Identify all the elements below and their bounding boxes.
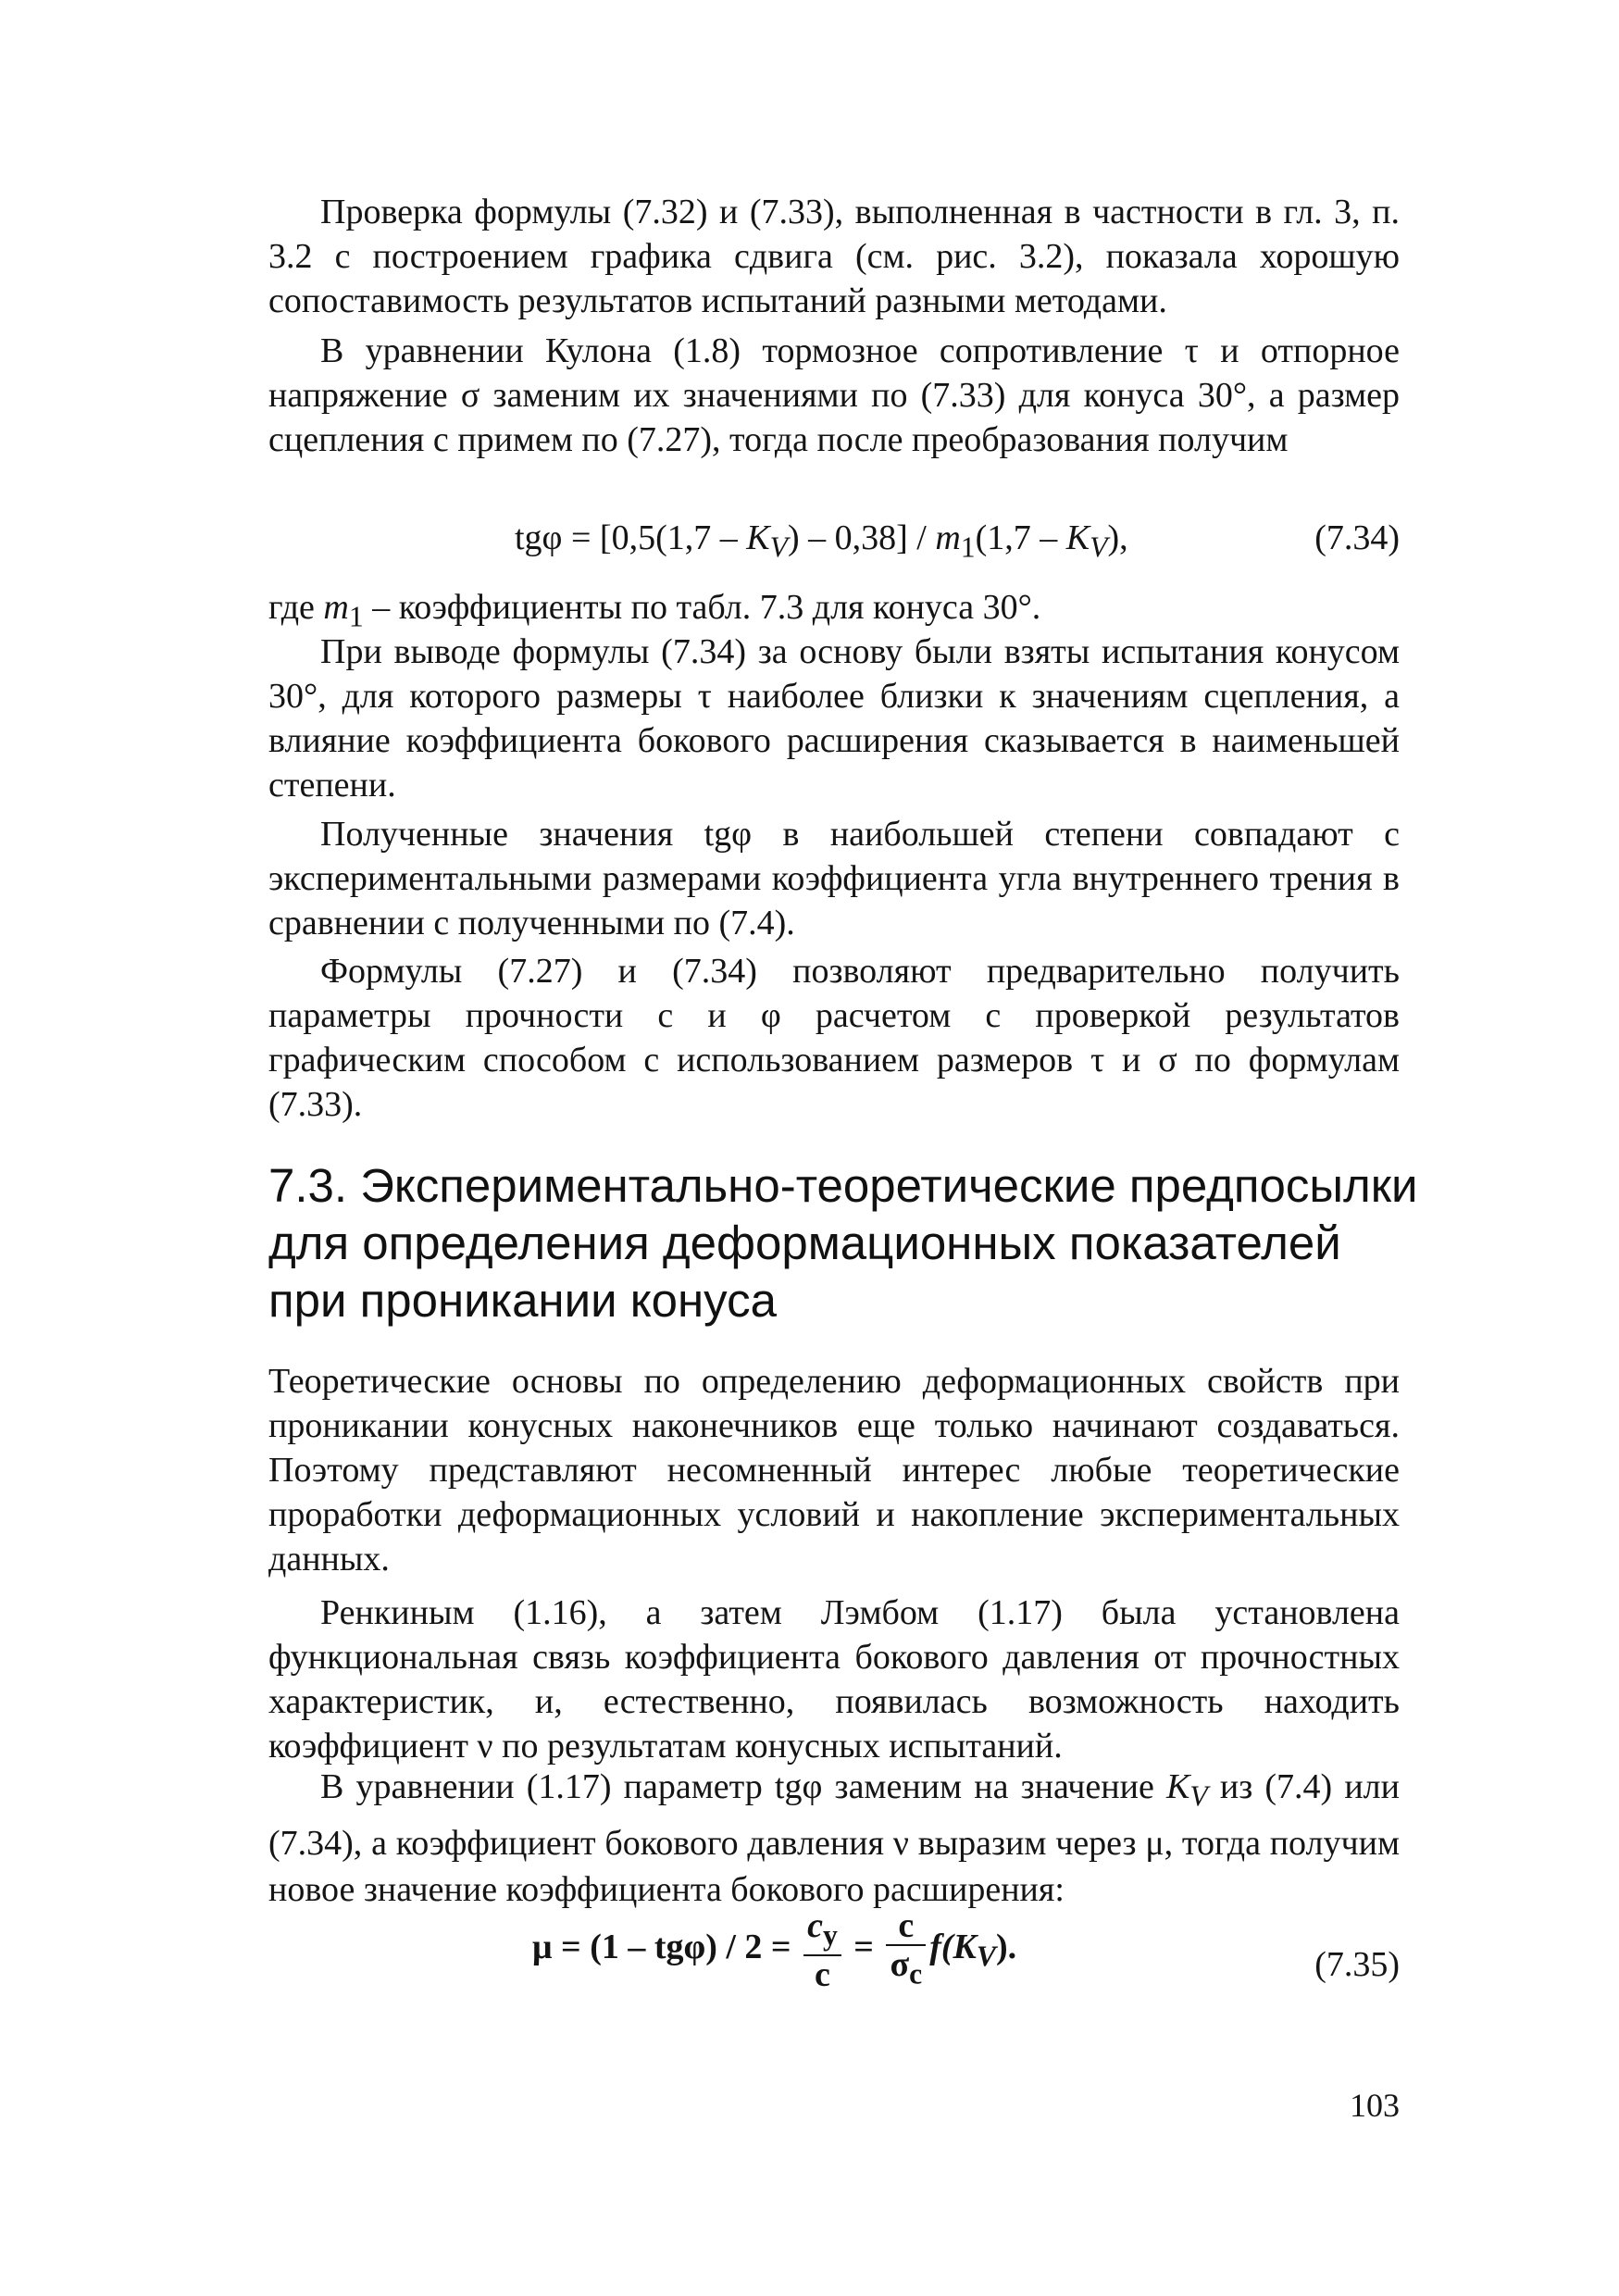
paragraph-5: Полученные значения tgφ в наибольшей степени совпадают с экспериментальными размерами коэффициента угла внутреннего трения в сравнении с полученными по (7.4).	[268, 815, 1400, 942]
paragraph-6: Формулы (7.27) и (7.34) позволяют предварительно получить параметры прочности c и φ расчетом с проверкой результатов графическим способом с использованием размеров τ и σ по формулам (7.33).	[268, 952, 1400, 1124]
paragraph-7: Теоретические основы по определению деформационных свойств при проникании конусных наконечников еще только начинают создаваться. Поэтому представляют несомненный интерес любые теоретические проработки деформационных условий и накопление экспериментальных данных.	[268, 1362, 1400, 1578]
paragraph-2: В уравнении Кулона (1.8) тормозное сопротивление τ и отпорное напряжение σ заменим их значениями по (7.33) для конуса 30°, а размер сцепления c примем по (7.27), тогда после преобразования получим	[268, 331, 1400, 459]
page-number: 103	[1350, 2087, 1400, 2124]
equation-7-34: $tg\varphi = [0,5(1,7 - K_V) - 0,38] / m_1(1,7 - K_V)$,	[515, 518, 1128, 564]
heading-line-2: для определения деформационных показателей	[268, 1217, 1341, 1269]
equation-7-35: μ = (1 – tgφ) / 2 = $\frac{c_y}{c}$ = $\frac{c}{\sigma_c}$ $f(K_V)$.	[532, 1906, 1017, 1994]
fraction-cy-over-c: $\frac{c_y}{c}$	[803, 1907, 841, 1993]
paragraph-8: Ренкиным (1.16), а затем Лэмбом (1.17) была установлена функциональная связь коэффициента бокового давления от прочностных характеристик, и, естественно, появилась возможность находить коэффициент ν по результатам конусных испытаний.	[268, 1593, 1400, 1766]
heading-line-1: 7.3. Экспериментально-теоретические предпосылки	[268, 1159, 1418, 1212]
paragraph-4: При выводе формулы (7.34) за основу были взяты испытания конусом 30°, для которого размеры τ наиболее близки к значениям сцепления, а влияние коэффициента бокового расширения сказывается в наименьшей степени.	[268, 632, 1400, 805]
heading-line-3: при проникании конуса	[268, 1274, 777, 1327]
equation-number-7-35: (7.35)	[1314, 1945, 1400, 1984]
section-heading	[268, 1157, 1435, 1329]
equation-number-7-34: (7.34)	[1314, 518, 1400, 557]
paragraph-9: В уравнении (1.17) параметр tgφ заменим на значение $K_V$ из (7.4) или (7.34), а коэффициент бокового давления ν выразим через μ, тогда получим новое значение коэффициента бокового расширения:	[268, 1767, 1400, 1909]
paragraph-3: где $m_1$ – коэффициенты по табл. 7.3 для конуса 30°.	[268, 588, 1041, 633]
fraction-c-over-sigma: $\frac{c}{\sigma_c}$	[886, 1907, 926, 1993]
paragraph-1: Проверка формулы (7.32) и (7.33), выполненная в частности в гл. 3, п. 3.2 с построением графика сдвига (см. рис. 3.2), показала хорошую сопоставимость результатов испытаний разными методами.	[268, 193, 1400, 320]
